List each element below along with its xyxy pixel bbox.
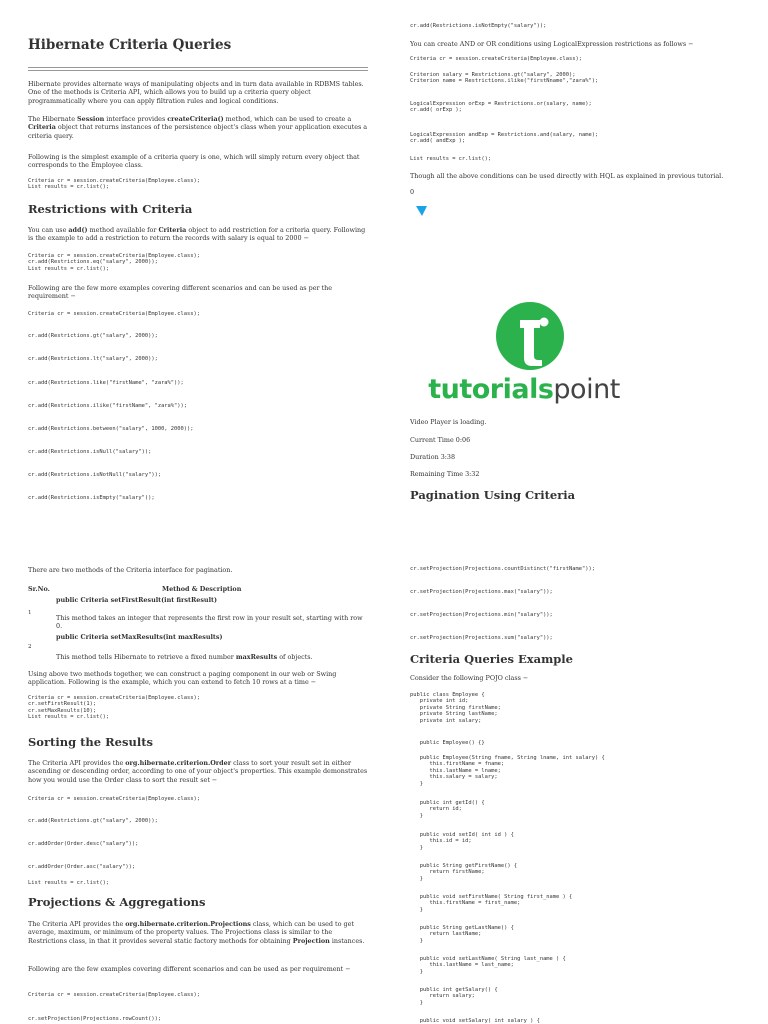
code-line: cr.setProjection(Projections.sum("salary")); bbox=[410, 635, 553, 641]
code-line: cr.add(Restrictions.ilike("firstName", "zara%")); bbox=[28, 403, 188, 409]
code-line: cr.setProjection(Projections.countDistinct("firstName")); bbox=[410, 566, 595, 572]
code-line: cr.addOrder(Order.desc("salary")); bbox=[28, 841, 139, 847]
code-block-constructor-empty: public Employee() {} bbox=[410, 740, 485, 746]
video-current-time: Current Time 0:06 bbox=[410, 436, 471, 444]
code-block-restriction-eq: Criteria cr = session.createCriteria(Employee.class); cr.add(Restrictions.eq("salary", 2000)); List results = cr.list(); bbox=[28, 253, 201, 272]
logical-expression-paragraph: You can create AND or OR conditions using LogicalExpression restrictions as follows − bbox=[410, 40, 694, 48]
restrictions-examples-paragraph: Following are the few more examples covering different scenarios and can be used as per the requirement − bbox=[28, 284, 333, 301]
table-header-method: Method & Description bbox=[162, 585, 242, 593]
code-block-or: LogicalExpression orExp = Restrictions.or(salary, name); cr.add( orExp ); bbox=[410, 101, 592, 114]
code-block-and: LogicalExpression andExp = Restrictions.and(salary, name); cr.add( andExp ); bbox=[410, 132, 599, 145]
restrictions-paragraph: You can use add() method available for Criteria object to add restriction for a criteria query. Following is the example to add a restriction to return the records with salary is equal to 2000 − bbox=[28, 226, 366, 243]
code-line: Criteria cr = session.createCriteria(Employee.class); bbox=[28, 992, 201, 998]
code-line: cr.setProjection(Projections.rowCount()); bbox=[28, 1016, 162, 1022]
pagination-using-paragraph: Using above two methods together, we can construct a paging component in our web or Swing application. Following is the example, which you can extend to fetch 10 rows at a time − bbox=[28, 670, 337, 687]
intro-paragraph-3: Following is the simplest example of a criteria query is one, which will simply return every object that corresponds to the Employee class. bbox=[28, 153, 360, 170]
table-header-sr-no: Sr.No. bbox=[28, 585, 50, 593]
example-heading: Criteria Queries Example bbox=[410, 652, 573, 666]
pojo-paragraph: Consider the following POJO class − bbox=[410, 674, 529, 682]
code-block-getid: public int getId() { return id; } bbox=[419, 800, 485, 819]
code-line: cr.setProjection(Projections.min("salary")); bbox=[410, 612, 553, 618]
code-line: cr.add(Restrictions.gt("salary", 2000)); bbox=[28, 333, 158, 339]
table-row-number: 2 bbox=[28, 644, 32, 650]
code-line: Criteria cr = session.createCriteria(Employee.class); bbox=[28, 311, 201, 317]
page2-left-column bbox=[28, 552, 368, 1024]
code-line: cr.addOrder(Order.asc("salary")); bbox=[28, 864, 136, 870]
method-title-setfirstresult: public Criteria setFirstResult(int firstResult) bbox=[56, 596, 217, 604]
code-line: cr.add(Restrictions.gt("salary", 2000)); bbox=[28, 818, 158, 824]
code-line: cr.add(Restrictions.isNotEmpty("salary")); bbox=[410, 23, 547, 29]
code-block-constructor: public Employee(String fname, String lname, int salary) { this.firstName = fname; this.lastName = lname; this.salary = salary; } bbox=[419, 755, 605, 787]
code-line: cr.add(Restrictions.like("firstName", "zara%")); bbox=[28, 380, 184, 386]
code-block-getsalary: public int getSalary() { return salary; } bbox=[419, 987, 498, 1006]
code-block-setid: public void setId( int id ) { this.id = id; } bbox=[419, 832, 514, 851]
counter-zero: 0 bbox=[410, 188, 415, 196]
hql-paragraph: Though all the above conditions can be used directly with HQL as explained in previous tutorial. bbox=[410, 172, 724, 180]
method-desc-setmaxresults: This method tells Hibernate to retrieve a fixed number maxResults of objects. bbox=[56, 653, 313, 661]
triangle-play-icon[interactable] bbox=[414, 203, 428, 217]
code-line: cr.setProjection(Projections.max("salary")); bbox=[410, 589, 553, 595]
code-line: Criteria cr = session.createCriteria(Employee.class); bbox=[410, 56, 583, 62]
projections-examples-paragraph: Following are the few examples covering different scenarios and can be used as per requirement − bbox=[28, 965, 351, 973]
page-title: Hibernate Criteria Queries bbox=[28, 37, 232, 53]
code-block-pagination: Criteria cr = session.createCriteria(Employee.class); cr.setFirstResult(1); cr.setMaxResults(10); List results = cr.list(); bbox=[28, 695, 201, 721]
logo-wordmark: tutorialspoint bbox=[428, 374, 620, 405]
code-line: cr.add(Restrictions.isNull("salary")); bbox=[28, 449, 152, 455]
page2-right-column bbox=[410, 552, 745, 1024]
code-block-class: public class Employee { private int id; private String firstName; private String lastName; private int salary; bbox=[410, 692, 501, 724]
method-desc-setfirstresult: This method takes an integer that represents the first row in your result set, starting with row 0. bbox=[56, 614, 363, 631]
code-line: cr.add(Restrictions.isEmpty("salary")); bbox=[28, 495, 155, 501]
pagination-intro-paragraph: There are two methods of the Criteria interface for pagination. bbox=[28, 566, 233, 574]
code-block-setlastname: public void setLastName( String last_name ) { this.lastName = last_name; } bbox=[419, 956, 566, 975]
table-row-number: 1 bbox=[28, 610, 32, 616]
sorting-paragraph: The Criteria API provides the org.hibernate.criterion.Order class to sort your result set in either ascending or descending order, according to one of your object's properties. This example demonstrates how you would use the Order class to sort the result set − bbox=[28, 759, 368, 784]
code-block-setsalary: public void setSalary( int salary ) { bbox=[410, 1018, 540, 1024]
video-remaining-time: Remaining Time 3:32 bbox=[410, 470, 480, 478]
code-block-setfirstname: public void setFirstName( String first_name ) { this.firstName = first_name; } bbox=[419, 894, 573, 913]
code-line: cr.add(Restrictions.isNotNull("salary")); bbox=[28, 472, 162, 478]
tutorialspoint-logo-icon bbox=[424, 300, 624, 410]
pagination-heading: Pagination Using Criteria bbox=[410, 488, 576, 502]
intro-paragraph-2: The Hibernate Session interface provides createCriteria() method, which can be used to create a Criteria object that returns instances of the persistence object's class when your application executes a criteria query. bbox=[28, 115, 368, 140]
code-block-getfirstname: public String getFirstName() { return firstName; } bbox=[419, 863, 518, 882]
page1-left-column bbox=[28, 0, 368, 520]
page1-right-column bbox=[410, 0, 745, 520]
projections-heading: Projections & Aggregations bbox=[28, 895, 206, 909]
restrictions-heading: Restrictions with Criteria bbox=[28, 202, 193, 216]
code-line: List results = cr.list(); bbox=[28, 880, 110, 886]
video-duration: Duration 3:38 bbox=[410, 453, 456, 461]
title-rule bbox=[28, 67, 368, 71]
code-line: cr.add(Restrictions.lt("salary", 2000)); bbox=[28, 356, 158, 362]
code-block-basic: Criteria cr = session.createCriteria(Employee.class); List results = cr.list(); bbox=[28, 178, 201, 191]
projections-paragraph: The Criteria API provides the org.hibernate.criterion.Projections class, which can be used to get average, maximum, or minimum of the property values. The Projections class is similar to the Restrictions class, in that it provides several static factory methods for obtaining Projection instances. bbox=[28, 920, 365, 945]
code-line: List results = cr.list(); bbox=[410, 156, 492, 162]
code-block-getlastname: public String getLastName() { return lastName; } bbox=[419, 925, 514, 944]
code-line: cr.add(Restrictions.between("salary", 1000, 2000)); bbox=[28, 426, 194, 432]
page-2 bbox=[0, 552, 768, 1024]
method-title-setmaxresults: public Criteria setMaxResults(int maxResults) bbox=[56, 633, 223, 641]
code-line: Criteria cr = session.createCriteria(Employee.class); bbox=[28, 796, 201, 802]
intro-paragraph-1: Hibernate provides alternate ways of manipulating objects and in turn data available in RDBMS tables. One of the methods is Criteria API, which allows you to build up a criteria query object programmatically where you can apply filtration rules and logical conditions. bbox=[28, 80, 364, 105]
code-block-criterion: Criterion salary = Restrictions.gt("salary", 2000); Criterion name = Restrictions.ilike("firstNname","zara%"); bbox=[410, 72, 599, 85]
sorting-heading: Sorting the Results bbox=[28, 735, 153, 749]
video-loading-text: Video Player is loading. bbox=[410, 418, 487, 426]
